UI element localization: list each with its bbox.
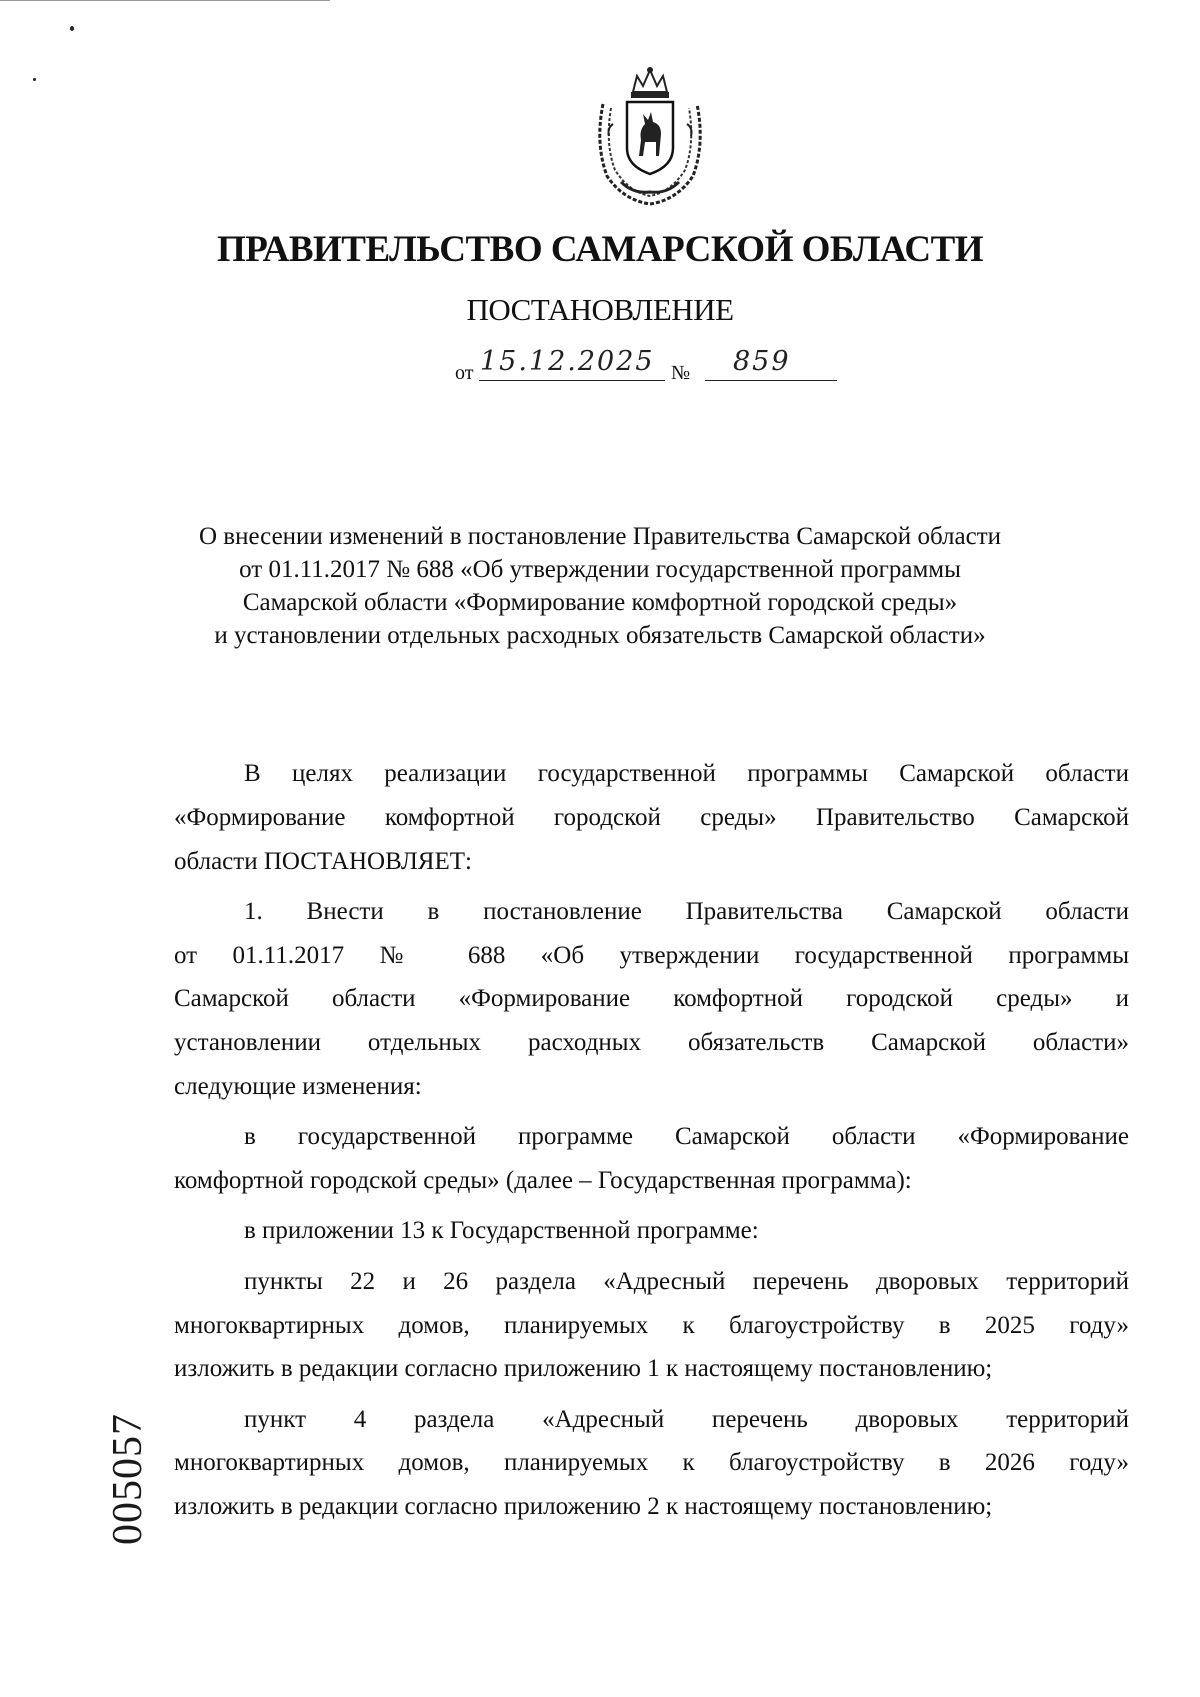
date-underline <box>479 380 665 381</box>
scan-speck <box>33 78 36 81</box>
subject-line: от 01.11.2017 № 688 «Об утверждении государственной программы <box>239 556 961 583</box>
body-line: изложить в редакции согласно приложению 1 к настоящему постановлению; <box>174 1355 993 1383</box>
document-type: ПОСТАНОВЛЕНИЕ <box>466 292 734 327</box>
body-line: 1. Внести в постановление Правительства Самарской области <box>244 897 1129 925</box>
document-body <box>174 752 1129 1529</box>
document-subject <box>160 520 1040 652</box>
number-underline <box>705 380 837 381</box>
body-line: комфортной городской среды» (далее – Государственная программа): <box>174 1167 912 1195</box>
body-line: пункт 4 раздела «Адресный перечень дворовых территорий <box>244 1405 1129 1433</box>
body-line: в государственной программе Самарской области «Формирование <box>244 1123 1129 1151</box>
handwritten-number: 859 <box>733 346 791 377</box>
body-line: В целях реализации государственной программы Самарской области <box>244 760 1129 787</box>
scan-speck <box>70 26 74 31</box>
body-line: установлении отдельных расходных обязательств Самарской области» <box>174 1029 1129 1057</box>
body-line: пункты 22 и 26 раздела «Адресный перечень дворовых территорий <box>244 1267 1129 1295</box>
body-line: многоквартирных домов, планируемых к благоустройству в 2026 году» <box>174 1449 1129 1477</box>
body-line: изложить в редакции согласно приложению 2 к настоящему постановлению; <box>174 1493 993 1521</box>
handwritten-date: 15.12.2025 <box>480 346 655 377</box>
side-serial-number: 005057 <box>105 1413 151 1545</box>
samara-coat-of-arms-icon <box>593 64 707 206</box>
number-prefix: № <box>671 362 691 384</box>
subject-line: О внесении изменений в постановление Правительства Самарской области <box>198 523 1002 550</box>
subject-line: и установлении отдельных расходных обязательств Самарской области» <box>214 622 986 649</box>
body-line: «Формирование комфортной городской среды» Правительство Самарской <box>174 803 1129 831</box>
scan-edge <box>0 0 330 1</box>
subject-line: Самарской области «Формирование комфортной городской среды» <box>242 589 958 616</box>
body-line: многоквартирных домов, планируемых к благоустройству в 2025 году» <box>174 1311 1129 1339</box>
body-line: следующие изменения: <box>174 1073 422 1101</box>
body-line: Самарской области «Формирование комфортной городской среды» и <box>174 985 1129 1013</box>
body-line: в приложении 13 к Государственной программе: <box>244 1217 759 1245</box>
date-prefix: от <box>455 362 474 384</box>
body-line: от 01.11.2017 № 688 «Об утверждении государственной программы <box>174 941 1129 969</box>
page-title: ПРАВИТЕЛЬСТВО САМАРСКОЙ ОБЛАСТИ <box>216 229 984 270</box>
body-line: области ПОСТАНОВЛЯЕТ: <box>174 847 472 875</box>
